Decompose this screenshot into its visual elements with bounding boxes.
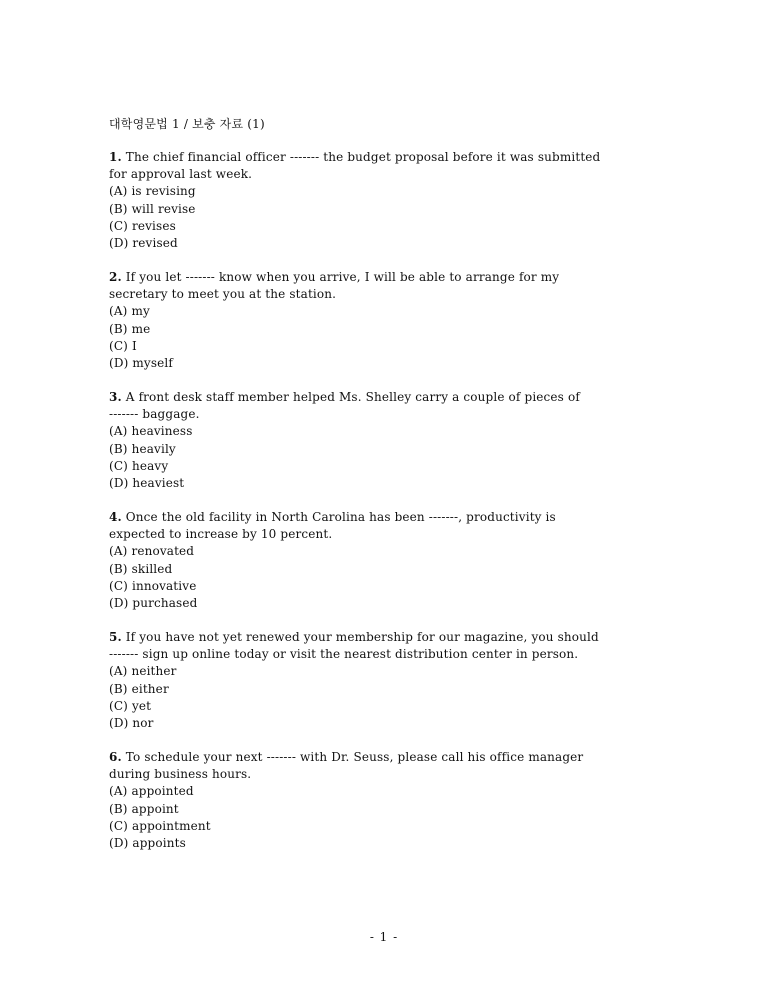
answer-choice-c: (C) yet (109, 698, 152, 713)
document-title: 대학영문법 1 / 보충 자료 (1) (109, 117, 265, 131)
question-number: 1. (109, 150, 122, 164)
question-number: 5. (109, 630, 122, 644)
question-2 (109, 269, 649, 372)
question-stem-line: 2. If you let ------- know when you arrive, I will be able to arrange for my (109, 270, 560, 284)
answer-choice-b: (B) skilled (109, 561, 173, 576)
question-stem-line: for approval last week. (109, 167, 253, 182)
question-3 (109, 389, 649, 492)
answer-choice-d: (D) revised (109, 236, 178, 251)
question-number: 3. (109, 390, 122, 404)
answer-choice-a: (A) neither (109, 664, 177, 679)
question-stem-line: 6. To schedule your next ------- with Dr. Seuss, please call his office manager (109, 750, 584, 764)
answer-choice-d: (D) purchased (109, 596, 198, 611)
answer-choice-c: (C) I (109, 338, 137, 353)
question-stem-line: 3. A front desk staff member helped Ms. Shelley carry a couple of pieces of (109, 390, 580, 404)
question-stem-line: 5. If you have not yet renewed your membership for our magazine, you should (109, 630, 599, 644)
answer-choice-a: (A) heaviness (109, 424, 193, 439)
question-number: 6. (109, 750, 122, 764)
page-number: - 1 - (369, 930, 399, 944)
question-stem-line: during business hours. (109, 767, 252, 782)
answer-choice-c: (C) innovative (109, 578, 197, 593)
question-number: 4. (109, 510, 122, 524)
answer-choice-b: (B) appoint (109, 801, 179, 816)
answer-choice-c: (C) revises (109, 218, 176, 233)
answer-choice-a: (A) appointed (109, 784, 194, 799)
question-stem-line: 4. Once the old facility in North Carolina has been -------, productivity is (109, 510, 556, 524)
question-stem-line: expected to increase by 10 percent. (109, 527, 333, 542)
answer-choice-c: (C) heavy (109, 458, 169, 473)
answer-choice-d: (D) myself (109, 356, 173, 371)
question-stem-line: 1. The chief financial officer ------- the budget proposal before it was submitted (109, 150, 601, 164)
answer-choice-a: (A) my (109, 304, 150, 319)
question-4 (109, 509, 649, 612)
answer-choice-a: (A) renovated (109, 544, 195, 559)
answer-choice-b: (B) either (109, 681, 169, 696)
answer-choice-b: (B) me (109, 321, 151, 336)
question-stem-line: ------- sign up online today or visit the nearest distribution center in person. (109, 647, 579, 662)
question-5 (109, 629, 649, 732)
answer-choice-c: (C) appointment (109, 818, 211, 833)
answer-choice-b: (B) will revise (109, 201, 196, 216)
answer-choice-d: (D) appoints (109, 836, 186, 851)
question-stem-line: ------- baggage. (109, 407, 200, 422)
answer-choice-a: (A) is revising (109, 184, 196, 199)
answer-choice-d: (D) nor (109, 716, 154, 731)
question-number: 2. (109, 270, 122, 284)
answer-choice-d: (D) heaviest (109, 476, 185, 491)
question-stem-line: secretary to meet you at the station. (109, 287, 337, 302)
question-6 (109, 749, 649, 852)
question-1 (109, 149, 649, 252)
answer-choice-b: (B) heavily (109, 441, 176, 456)
